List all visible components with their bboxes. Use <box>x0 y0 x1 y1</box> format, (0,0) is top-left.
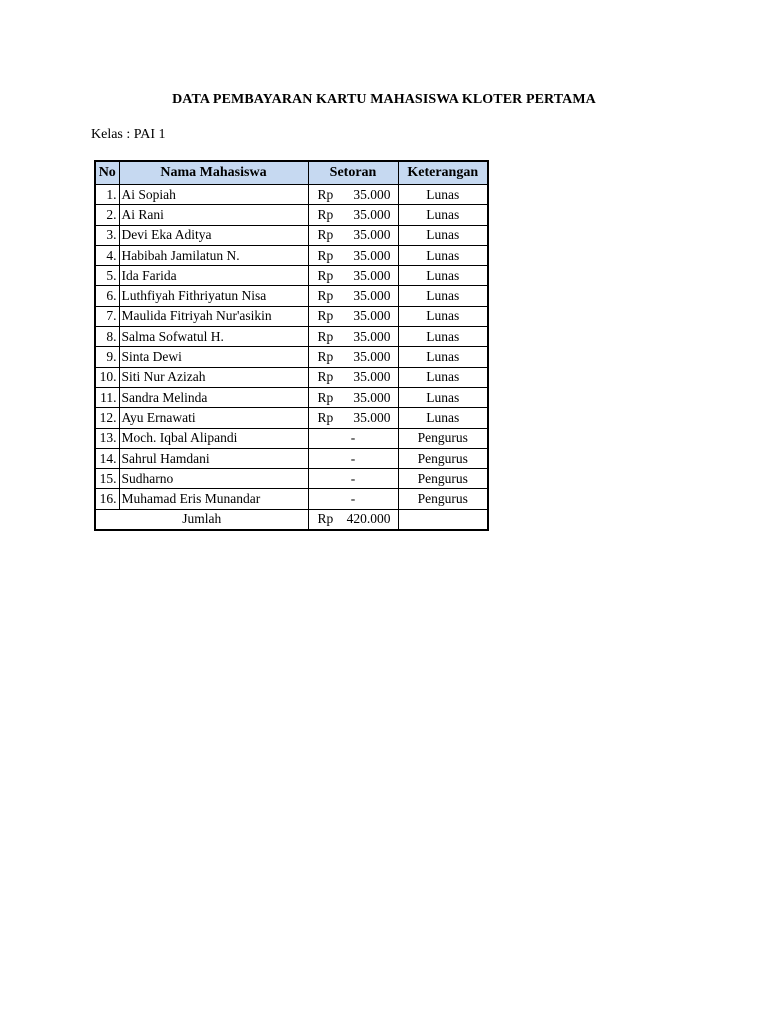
currency-label: Rp <box>317 369 334 385</box>
keterangan-status: Pengurus <box>398 489 488 509</box>
table-row <box>95 367 488 387</box>
keterangan-status: Lunas <box>398 245 488 265</box>
setoran-cell <box>308 347 398 367</box>
setoran-amount: 35.000 <box>353 206 391 222</box>
row-number: 14. <box>95 448 119 468</box>
setoran-amount: 35.000 <box>353 227 391 243</box>
total-row <box>95 509 488 530</box>
table-header-row <box>95 161 488 185</box>
total-setoran-cell <box>308 509 398 530</box>
keterangan-status: Lunas <box>398 205 488 225</box>
student-name: Luthfiyah Fithriyatun Nisa <box>119 286 308 306</box>
keterangan-status: Lunas <box>398 408 488 428</box>
setoran-cell <box>308 225 398 245</box>
row-number: 6. <box>95 286 119 306</box>
setoran-cell <box>308 367 398 387</box>
row-number: 2. <box>95 205 119 225</box>
setoran-amount: - <box>350 491 356 507</box>
setoran-cell <box>308 286 398 306</box>
student-name: Moch. Iqbal Alipandi <box>119 428 308 448</box>
currency-label: Rp <box>317 349 334 365</box>
currency-label: Rp <box>317 186 334 202</box>
setoran-cell <box>308 469 398 489</box>
keterangan-status: Lunas <box>398 266 488 286</box>
currency-label: Rp <box>317 288 334 304</box>
table-row <box>95 489 488 509</box>
table-row <box>95 327 488 347</box>
setoran-cell <box>308 245 398 265</box>
setoran-amount: 35.000 <box>353 389 391 405</box>
total-currency: Rp <box>317 511 334 527</box>
header-no: No <box>95 161 119 185</box>
setoran-cell <box>308 448 398 468</box>
student-name: Sinta Dewi <box>119 347 308 367</box>
student-name: Sudharno <box>119 469 308 489</box>
setoran-cell <box>308 387 398 407</box>
setoran-amount: - <box>350 430 356 446</box>
setoran-cell <box>308 306 398 326</box>
keterangan-status: Lunas <box>398 286 488 306</box>
student-name: Ai Sopiah <box>119 185 308 205</box>
page-title: DATA PEMBAYARAN KARTU MAHASISWA KLOTER PERTAMA <box>172 92 596 107</box>
header-name: Nama Mahasiswa <box>119 161 308 185</box>
keterangan-status: Pengurus <box>398 469 488 489</box>
table-row <box>95 387 488 407</box>
student-name: Ai Rani <box>119 205 308 225</box>
table-row <box>95 347 488 367</box>
setoran-amount: 35.000 <box>353 247 391 263</box>
keterangan-status: Lunas <box>398 185 488 205</box>
keterangan-status: Lunas <box>398 347 488 367</box>
row-number: 8. <box>95 327 119 347</box>
setoran-amount: 35.000 <box>353 349 391 365</box>
table-row <box>95 266 488 286</box>
setoran-amount: 35.000 <box>353 186 391 202</box>
keterangan-status: Pengurus <box>398 428 488 448</box>
table-row <box>95 408 488 428</box>
row-number: 7. <box>95 306 119 326</box>
setoran-amount: 35.000 <box>353 288 391 304</box>
student-name: Habibah Jamilatun N. <box>119 245 308 265</box>
table-body <box>95 185 488 510</box>
total-keterangan-cell <box>398 509 488 530</box>
student-name: Sandra Melinda <box>119 387 308 407</box>
currency-label: Rp <box>317 206 334 222</box>
table-row <box>95 469 488 489</box>
row-number: 3. <box>95 225 119 245</box>
header-keterangan: Keterangan <box>398 161 488 185</box>
student-name: Siti Nur Azizah <box>119 367 308 387</box>
setoran-cell <box>308 428 398 448</box>
setoran-amount: - <box>350 470 356 486</box>
setoran-cell <box>308 489 398 509</box>
row-number: 16. <box>95 489 119 509</box>
keterangan-status: Lunas <box>398 306 488 326</box>
setoran-amount: - <box>350 450 356 466</box>
row-number: 12. <box>95 408 119 428</box>
setoran-cell <box>308 205 398 225</box>
setoran-amount: 35.000 <box>353 267 391 283</box>
setoran-cell <box>308 185 398 205</box>
table-row <box>95 245 488 265</box>
row-number: 13. <box>95 428 119 448</box>
row-number: 9. <box>95 347 119 367</box>
currency-label: Rp <box>317 267 334 283</box>
currency-label: Rp <box>317 409 334 425</box>
currency-label: Rp <box>317 247 334 263</box>
row-number: 10. <box>95 367 119 387</box>
row-number: 1. <box>95 185 119 205</box>
header-setoran: Setoran <box>308 161 398 185</box>
setoran-amount: 35.000 <box>353 369 391 385</box>
row-number: 15. <box>95 469 119 489</box>
total-label: Jumlah <box>95 509 308 530</box>
class-label: Kelas : PAI 1 <box>91 127 166 142</box>
currency-label: Rp <box>317 328 334 344</box>
table-row <box>95 286 488 306</box>
setoran-amount: 35.000 <box>353 409 391 425</box>
student-name: Muhamad Eris Munandar <box>119 489 308 509</box>
table-row <box>95 185 488 205</box>
student-name: Ida Farida <box>119 266 308 286</box>
student-name: Devi Eka Aditya <box>119 225 308 245</box>
keterangan-status: Pengurus <box>398 448 488 468</box>
row-number: 5. <box>95 266 119 286</box>
student-name: Sahrul Hamdani <box>119 448 308 468</box>
currency-label: Rp <box>317 227 334 243</box>
currency-label: Rp <box>317 308 334 324</box>
payment-table <box>94 160 489 531</box>
row-number: 4. <box>95 245 119 265</box>
setoran-cell <box>308 408 398 428</box>
student-name: Salma Sofwatul H. <box>119 327 308 347</box>
student-name: Ayu Ernawati <box>119 408 308 428</box>
setoran-cell <box>308 266 398 286</box>
table-row <box>95 428 488 448</box>
currency-label: Rp <box>317 389 334 405</box>
student-name: Maulida Fitriyah Nur'asikin <box>119 306 308 326</box>
keterangan-status: Lunas <box>398 327 488 347</box>
keterangan-status: Lunas <box>398 387 488 407</box>
keterangan-status: Lunas <box>398 225 488 245</box>
table-row <box>95 225 488 245</box>
total-amount: 420.000 <box>346 511 391 527</box>
setoran-amount: 35.000 <box>353 328 391 344</box>
table-row <box>95 306 488 326</box>
setoran-amount: 35.000 <box>353 308 391 324</box>
table-row <box>95 448 488 468</box>
keterangan-status: Lunas <box>398 367 488 387</box>
setoran-cell <box>308 327 398 347</box>
table-row <box>95 205 488 225</box>
row-number: 11. <box>95 387 119 407</box>
